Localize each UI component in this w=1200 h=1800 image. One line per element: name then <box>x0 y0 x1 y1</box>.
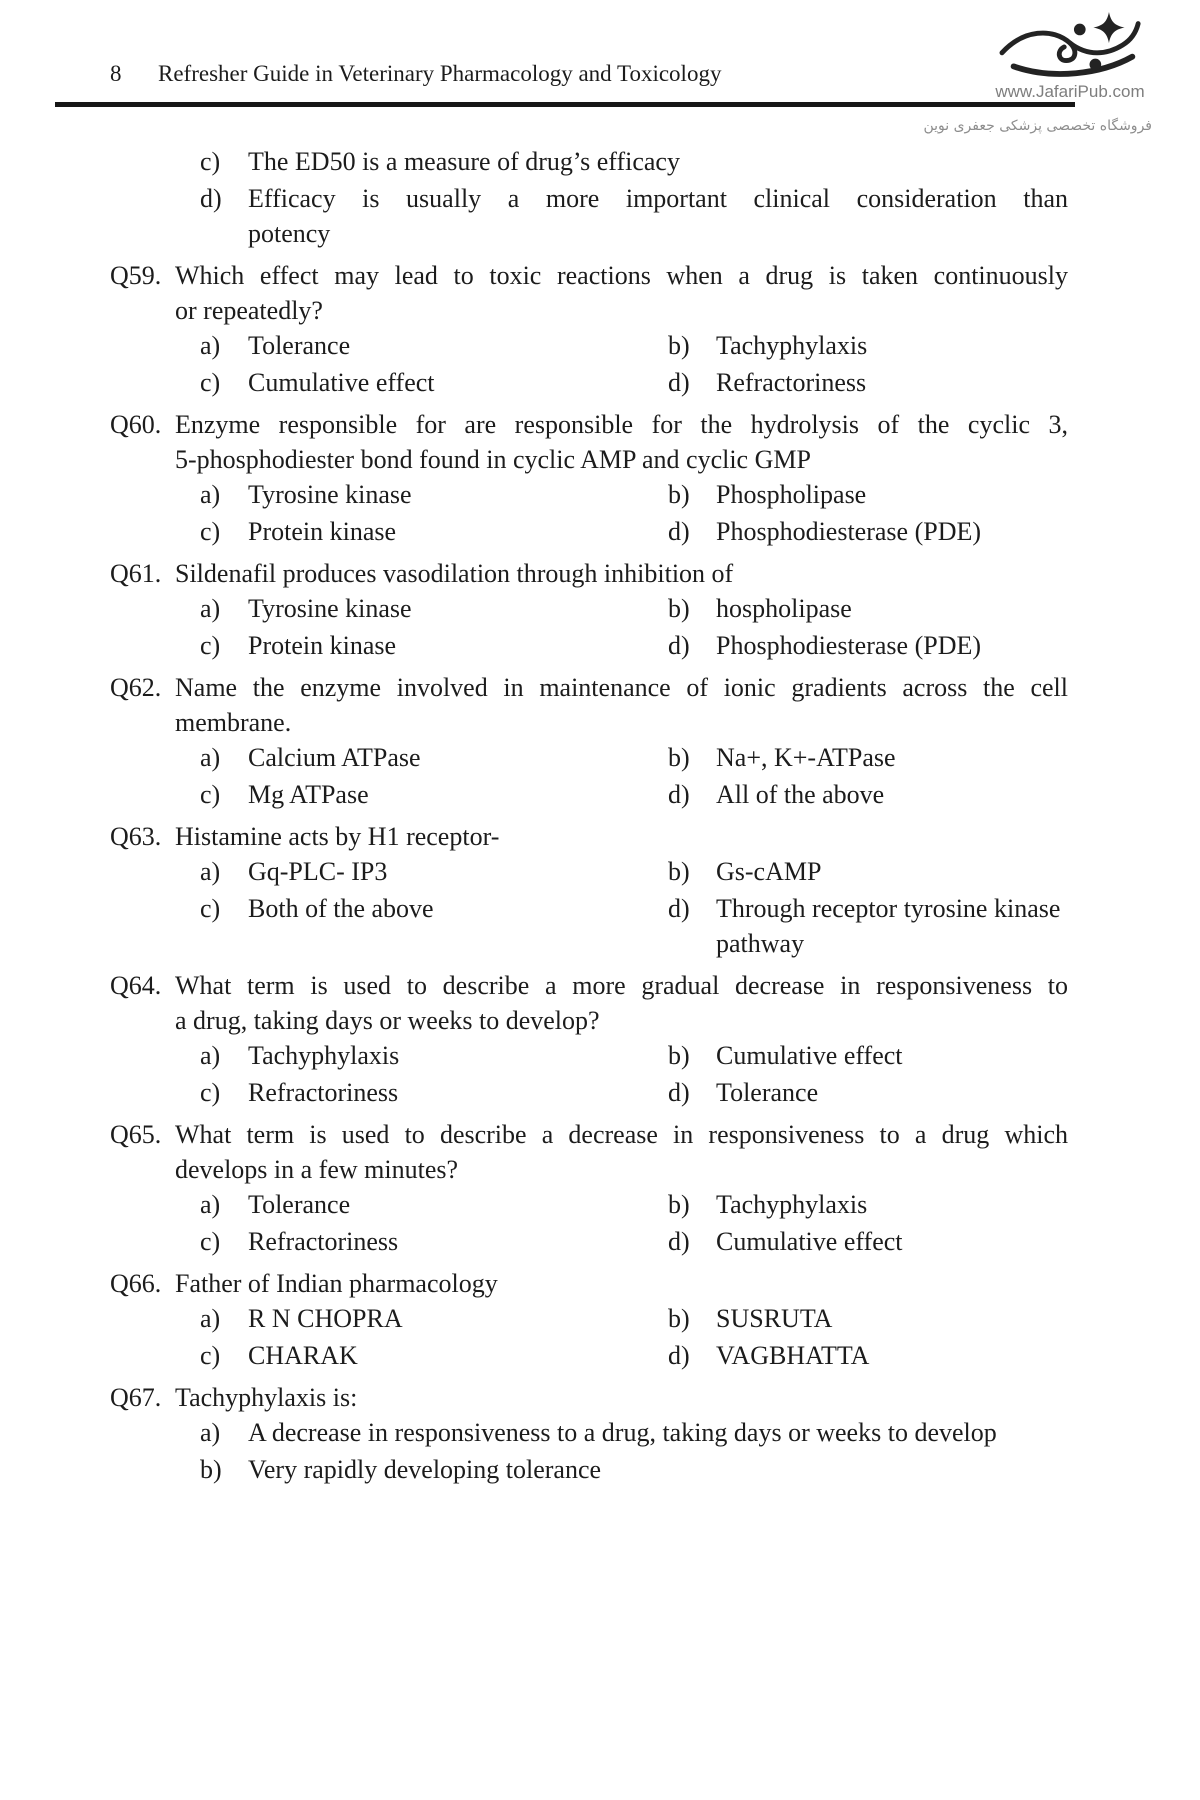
option-text: CHARAK <box>248 1341 358 1370</box>
option-text: Tyrosine kinase <box>248 594 412 623</box>
option-label: b) <box>668 480 690 509</box>
question-text: Sildenafil produces vasodilation through inhibition of <box>175 559 734 588</box>
jafaripub-logo-icon <box>992 10 1152 82</box>
options <box>200 854 1068 961</box>
option-label: b) <box>200 1455 222 1484</box>
option-label: c) <box>200 894 221 923</box>
option-text: Tachyphylaxis <box>716 331 868 360</box>
option-label: d) <box>668 631 690 660</box>
question-q64 <box>110 968 1068 1110</box>
option-text: Tachyphylaxis <box>248 1041 400 1070</box>
option-label: d) <box>668 780 690 809</box>
option-text: Phosphodiesterase (PDE) <box>716 517 982 546</box>
option-label: d) <box>668 1341 690 1370</box>
option-text: Tolerance <box>248 1190 351 1219</box>
option-label: b) <box>668 331 690 360</box>
option-label: b) <box>668 743 690 772</box>
option-label: c) <box>200 147 221 176</box>
options <box>200 1301 1068 1373</box>
question-number: Q62. <box>110 673 162 702</box>
question-text: Which effect may lead to toxic reactions when a drug is taken continuously or repeatedly? <box>175 261 1068 325</box>
option-text: Through receptor tyrosine kinase pathway <box>716 894 1061 958</box>
option-text: Cumulative effect <box>716 1041 903 1070</box>
option-text: R N CHOPRA <box>248 1304 403 1333</box>
question-number: Q66. <box>110 1269 162 1298</box>
option-text: Mg ATPase <box>248 780 369 809</box>
option-label: c) <box>200 1227 221 1256</box>
question-q62 <box>110 670 1068 812</box>
page-number: 8 <box>110 61 122 86</box>
publisher-tagline-farsi: فروشگاه تخصصی پزشکی جعفری نوین <box>923 118 1152 134</box>
option-label: d) <box>200 184 222 213</box>
option-text: A decrease in responsiveness to a drug, taking days or weeks to develop <box>248 1418 997 1447</box>
question-number: Q63. <box>110 822 162 851</box>
option-text: Tolerance <box>716 1078 819 1107</box>
option-text: The ED50 is a measure of drug’s efficacy <box>248 147 680 176</box>
book-title: Refresher Guide in Veterinary Pharmacology and Toxicology <box>158 61 722 86</box>
question-q65 <box>110 1117 1068 1259</box>
option-text: Phosphodiesterase (PDE) <box>716 631 982 660</box>
question-number: Q65. <box>110 1120 162 1149</box>
option-text: Na+, K+-ATPase <box>716 743 896 772</box>
option-text: Gs-cAMP <box>716 857 822 886</box>
option-text: Both of the above <box>248 894 434 923</box>
option-text: Cumulative effect <box>716 1227 903 1256</box>
question-number: Q60. <box>110 410 162 439</box>
option-text: Refractoriness <box>248 1227 399 1256</box>
question-number: Q61. <box>110 559 162 588</box>
question-q67 <box>110 1380 1068 1487</box>
option-text: Gq-PLC- IP3 <box>248 857 388 886</box>
option-text: Protein kinase <box>248 517 397 546</box>
option-text: Protein kinase <box>248 631 397 660</box>
option-label: c) <box>200 517 221 546</box>
question-q66 <box>110 1266 1068 1373</box>
options <box>200 477 1068 549</box>
option-label: b) <box>668 1041 690 1070</box>
question-text: Enzyme responsible for are responsible for the hydrolysis of the cyclic 3, 5-phosphodiester bond found in cyclic AMP and cyclic GMP <box>175 410 1068 474</box>
option-text: Cumulative effect <box>248 368 435 397</box>
option-label: c) <box>200 631 221 660</box>
option-label: c) <box>200 1341 221 1370</box>
option-text: hospholipase <box>716 594 852 623</box>
option-text: Efficacy is usually a more important clinical consideration than potency <box>248 184 1068 248</box>
option-label: a) <box>200 1418 221 1447</box>
option-label: a) <box>200 743 221 772</box>
question-q59 <box>110 258 1068 400</box>
option-text: Very rapidly developing tolerance <box>248 1455 602 1484</box>
option-label: b) <box>668 1304 690 1333</box>
option-label: d) <box>668 368 690 397</box>
question-q60 <box>110 407 1068 549</box>
option-label: a) <box>200 857 221 886</box>
option-label: a) <box>200 594 221 623</box>
question-number: Q67. <box>110 1383 162 1412</box>
option-label: a) <box>200 1041 221 1070</box>
options <box>200 1415 1068 1487</box>
option-text: All of the above <box>716 780 885 809</box>
option-label: a) <box>200 331 221 360</box>
option-label: d) <box>668 894 690 923</box>
option-text: VAGBHATTA <box>716 1341 870 1370</box>
option-label: a) <box>200 1190 221 1219</box>
option-label: b) <box>668 857 690 886</box>
questions-content <box>110 144 1068 1487</box>
options <box>200 1187 1068 1259</box>
question-q61 <box>110 556 1068 663</box>
option-label: c) <box>200 1078 221 1107</box>
option-text: Calcium ATPase <box>248 743 421 772</box>
question-text: Father of Indian pharmacology <box>175 1269 498 1298</box>
option-label: d) <box>668 517 690 546</box>
option-text: Phospholipase <box>716 480 867 509</box>
options <box>200 591 1068 663</box>
option-text: SUSRUTA <box>716 1304 833 1333</box>
question-number: Q59. <box>110 261 162 290</box>
option-label: b) <box>668 594 690 623</box>
option-text: Tachyphylaxis <box>716 1190 868 1219</box>
option-text: Tolerance <box>248 331 351 360</box>
options <box>200 740 1068 812</box>
option-label: b) <box>668 1190 690 1219</box>
question-text: Name the enzyme involved in maintenance of ionic gradients across the cell membrane. <box>175 673 1068 737</box>
question-text: What term is used to describe a more gradual decrease in responsiveness to a drug, taking days or weeks to develop? <box>175 971 1068 1035</box>
question-text: Histamine acts by H1 receptor- <box>175 822 500 851</box>
option-label: d) <box>668 1078 690 1107</box>
question-text: What term is used to describe a decrease in responsiveness to a drug which develops in a few minutes? <box>175 1120 1068 1184</box>
carryover-options <box>200 144 1068 251</box>
options <box>200 1038 1068 1110</box>
option-text: Refractoriness <box>716 368 867 397</box>
option-label: a) <box>200 480 221 509</box>
option-label: a) <box>200 1304 221 1333</box>
header-rule <box>55 102 1075 107</box>
question-number: Q64. <box>110 971 162 1000</box>
publisher-website: www.JafariPub.com <box>995 82 1145 101</box>
option-label: d) <box>668 1227 690 1256</box>
option-label: c) <box>200 780 221 809</box>
option-label: c) <box>200 368 221 397</box>
option-text: Refractoriness <box>248 1078 399 1107</box>
question-q63 <box>110 819 1068 961</box>
options <box>200 328 1068 400</box>
option-text: Tyrosine kinase <box>248 480 412 509</box>
question-text: Tachyphylaxis is: <box>175 1383 358 1412</box>
